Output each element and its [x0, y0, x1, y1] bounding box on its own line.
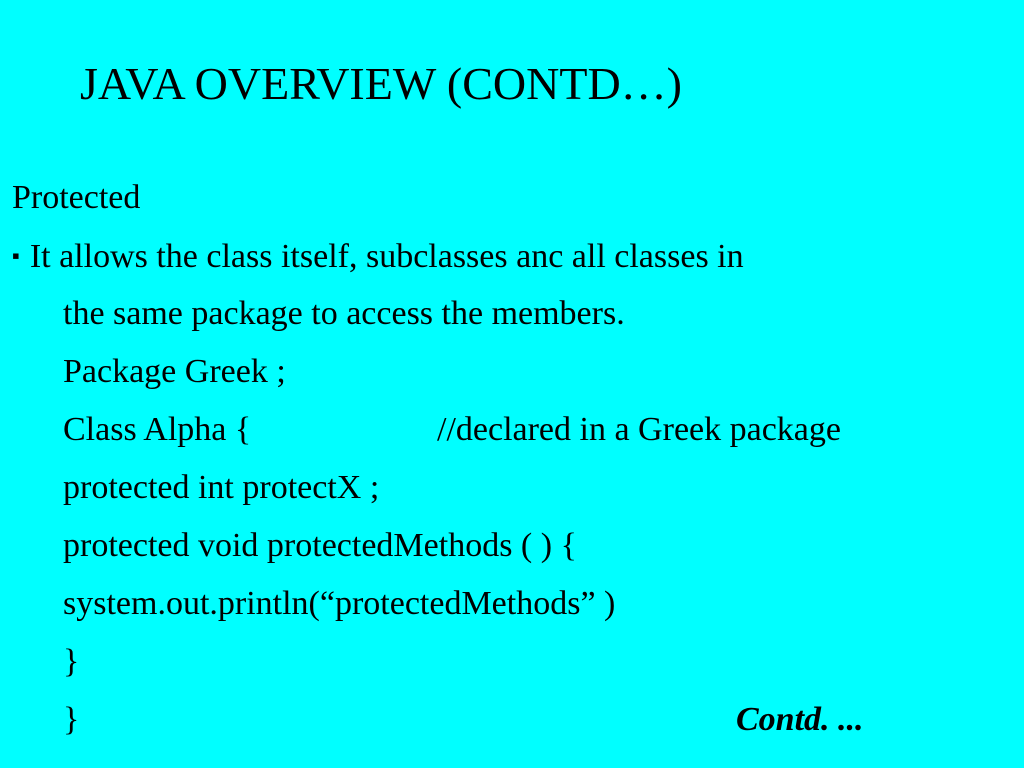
bullet-continuation: the same package to access the members.	[63, 295, 625, 332]
code-close-class: }	[63, 701, 80, 738]
bullet-item	[12, 236, 744, 277]
code-comment: //declared in a Greek package	[437, 411, 841, 448]
code-line-class: Class Alpha {	[63, 411, 252, 448]
continued-note: Contd. ...	[736, 701, 864, 738]
code-line-field: protected int protectX ;	[63, 469, 380, 506]
slide-title: JAVA OVERVIEW (CONTD…)	[80, 58, 682, 109]
code-line-method: protected void protectedMethods ( ) {	[63, 527, 577, 564]
square-bullet-icon: ▪	[12, 243, 20, 268]
code-close-method: }	[63, 643, 80, 680]
code-line-package: Package Greek ;	[63, 353, 286, 390]
section-heading: Protected	[12, 179, 141, 216]
bullet-text: It allows the class itself, subclasses anc all classes in	[29, 238, 744, 275]
code-line-print: system.out.println(“protectedMethods” )	[63, 585, 616, 622]
